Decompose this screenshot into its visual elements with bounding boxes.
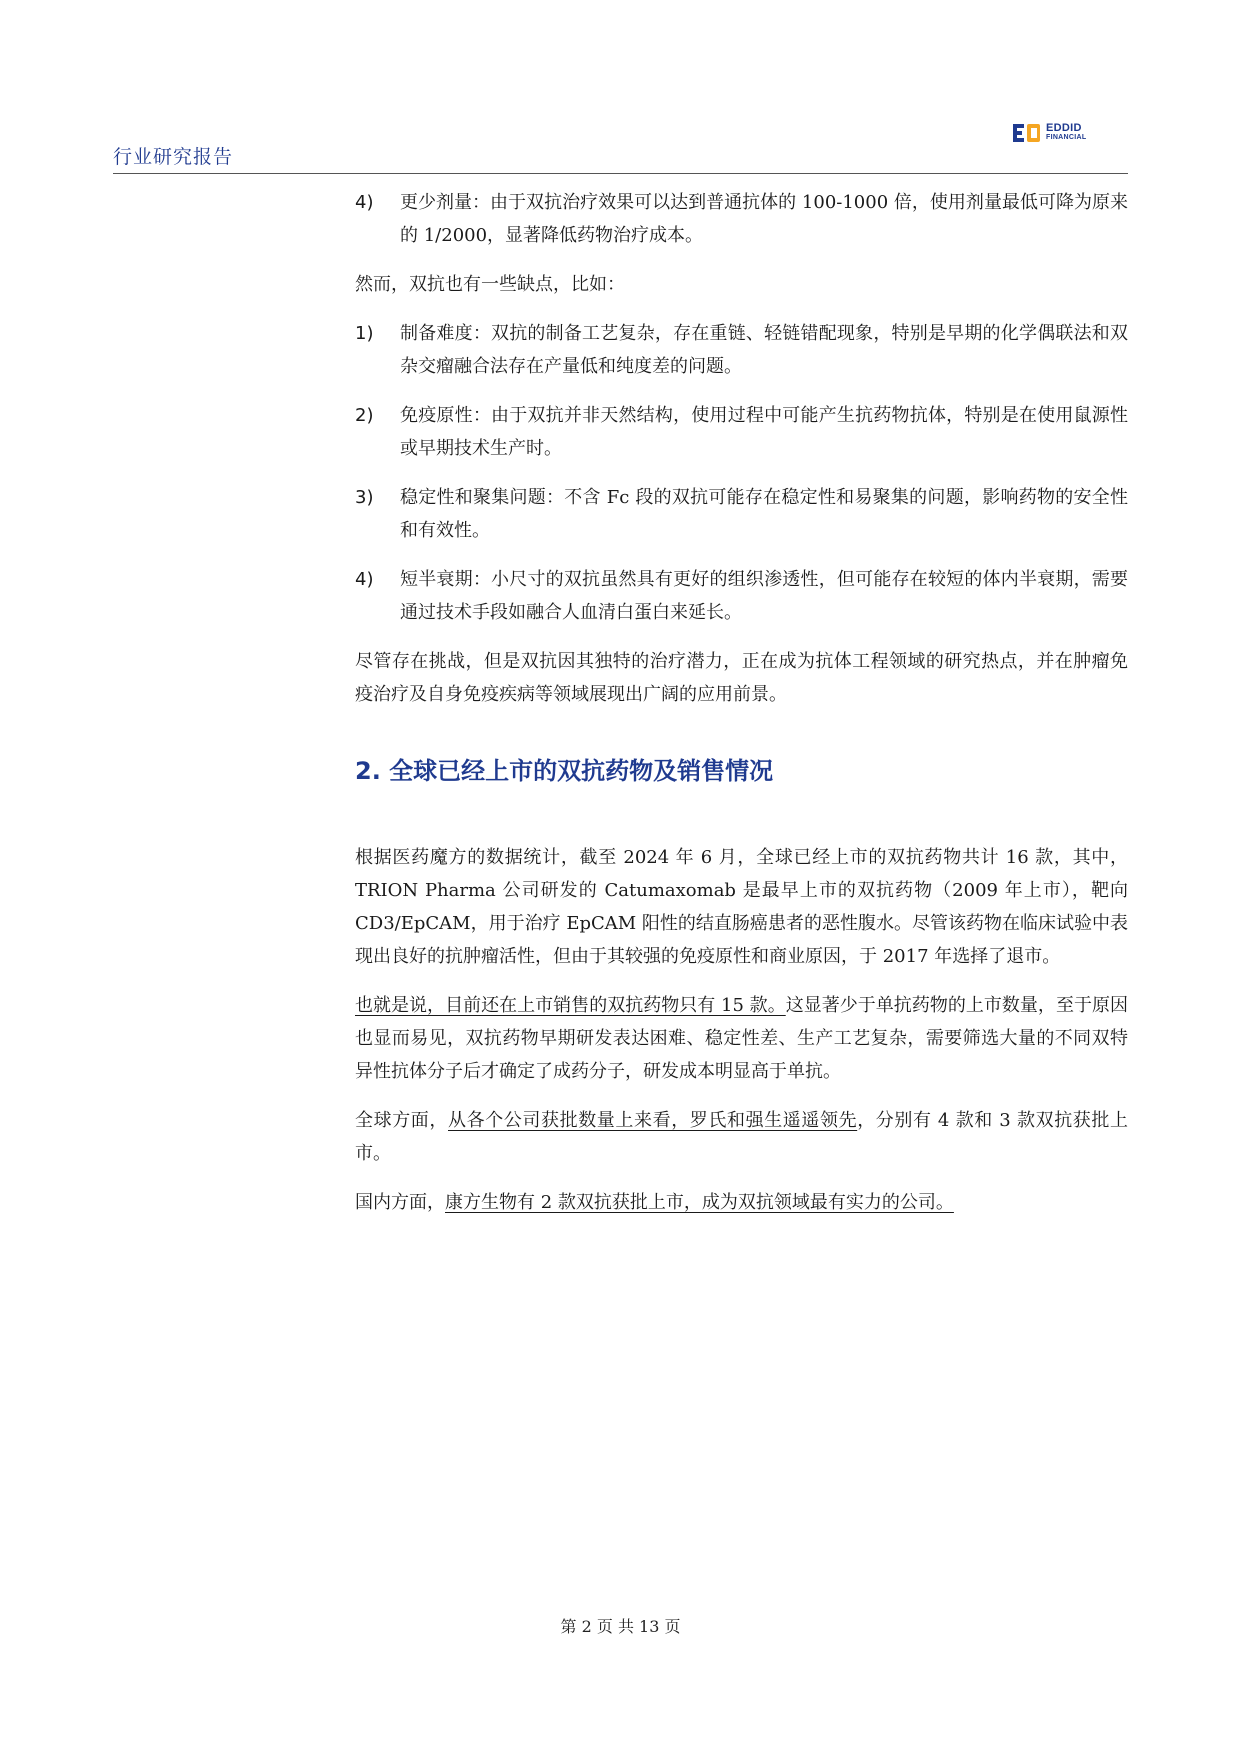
report-body <box>355 186 1128 1235</box>
paragraph-text: 国内方面， <box>355 1192 445 1213</box>
list-item-text: 免疫原性：由于双抗并非天然结构，使用过程中可能产生抗药物抗体，特别是在使用鼠源性或早期技术生产时。 <box>400 405 1128 459</box>
list-item-number: 3) <box>355 487 374 508</box>
list-item <box>355 563 1128 629</box>
list-item-text: 制备难度：双抗的制备工艺复杂，存在重链、轻链错配现象，特别是早期的化学偶联法和双杂交瘤融合法存在产量低和纯度差的问题。 <box>400 323 1128 377</box>
paragraph-summary: 尽管存在挑战，但是双抗因其独特的治疗潜力，正在成为抗体工程领域的研究热点，并在肿瘤免疫治疗及自身免疫疾病等领域展现出广阔的应用前景。 <box>355 651 1128 705</box>
report-type-label: 行业研究报告 <box>113 146 234 168</box>
underlined-text: 也就是说，目前还在上市销售的双抗药物只有 15 款。 <box>355 995 786 1016</box>
paragraph-domestic <box>355 1186 1128 1219</box>
list-item <box>355 186 1128 252</box>
list-item-text: 短半衰期：小尺寸的双抗虽然具有更好的组织渗透性，但可能存在较短的体内半衰期，需要通过技术手段如融合人血清白蛋白来延长。 <box>400 569 1128 623</box>
list-item-text: 更少剂量：由于双抗治疗效果可以达到普通抗体的 100-1000 倍，使用剂量最低可降为原来的 1/2000，显著降低药物治疗成本。 <box>400 192 1128 246</box>
header-divider <box>113 173 1128 174</box>
list-item <box>355 317 1128 383</box>
list-item-number: 1) <box>355 323 374 344</box>
underlined-text: 康方生物有 2 款双抗获批上市，成为双抗领域最有实力的公司。 <box>445 1192 954 1213</box>
underlined-text: 从各个公司获批数量上来看，罗氏和强生遥遥领先 <box>448 1110 858 1131</box>
list-item-number: 4) <box>355 192 374 213</box>
paragraph-global <box>355 1104 1128 1170</box>
list-item <box>355 399 1128 465</box>
paragraph-text: 全球方面， <box>355 1110 448 1131</box>
page-number: 第 2 页 共 13 页 <box>560 1617 681 1636</box>
logo-subname: FINANCIAL <box>1046 134 1087 141</box>
list-item <box>355 481 1128 547</box>
paragraph-text: 这显著少于单抗药物的上市数量，至于原因也显而易见，双抗药物早期研发表达困难、稳定性差、生产工艺复杂，需要筛选大量的不同双特异性抗体分子后才确定了成药分子，研发成本明显高于单抗。 <box>355 995 1128 1082</box>
logo-name: EDDID <box>1046 122 1082 134</box>
paragraph-text: ，分别有 4 款和 3 款双抗获批上市。 <box>355 1110 1128 1164</box>
list-item-number: 2) <box>355 405 374 426</box>
company-logo <box>1013 122 1086 144</box>
paragraph-stats: 根据医药魔方的数据统计，截至 2024 年 6 月，全球已经上市的双抗药物共计 16 款，其中，TRION Pharma 公司研发的 Catumaxomab 是最早上市的双抗药物（2009 年上市），靶向 CD3/EpCAM，用于治疗 EpCAM 阳性的结直肠癌患者的恶性腹水。尽管该药物在临床试验中表现出良好的抗肿瘤活性，但由于其较强的免疫原性和商业原因，于 2017 年选择了退市。 <box>355 847 1128 967</box>
list-item-text: 稳定性和聚集问题：不含 Fc 段的双抗可能存在稳定性和易聚集的问题，影响药物的安全性和有效性。 <box>400 487 1128 541</box>
list-item-number: 4) <box>355 569 374 590</box>
paragraph-current-drugs <box>355 989 1128 1088</box>
paragraph-intro: 然而，双抗也有一些缺点，比如： <box>355 274 625 295</box>
section-title: 2. 全球已经上市的双抗药物及销售情况 <box>355 757 774 785</box>
eddid-logo-icon <box>1013 122 1043 144</box>
